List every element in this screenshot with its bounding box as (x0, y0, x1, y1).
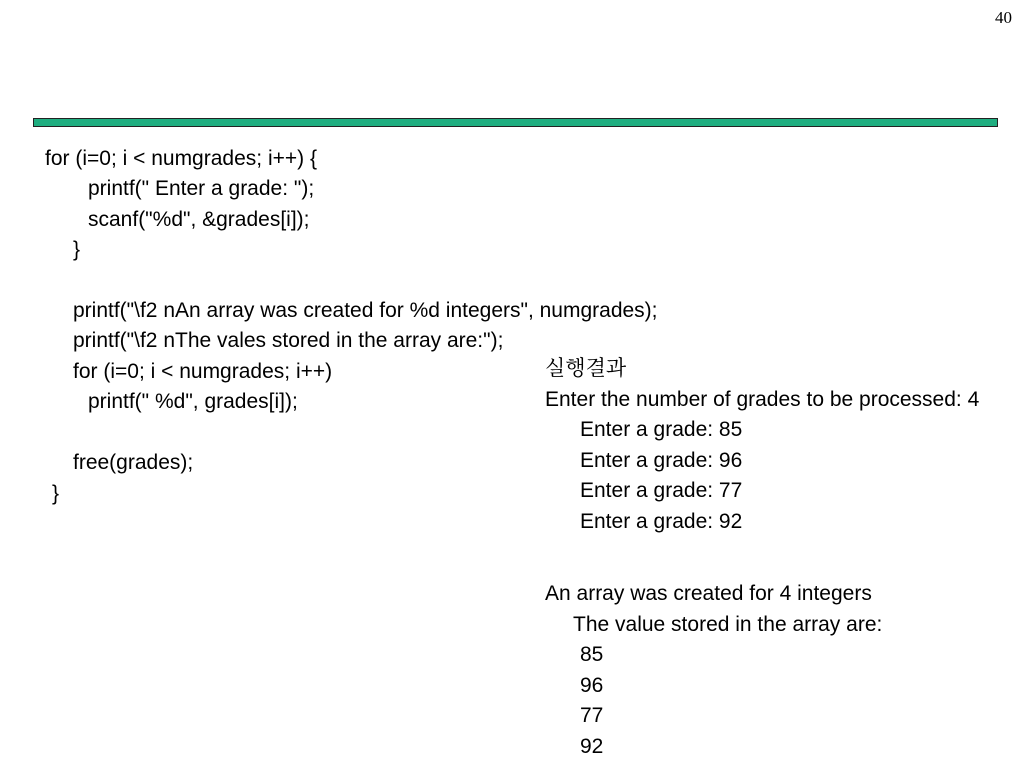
output-value: 77 (580, 704, 604, 727)
code-line: for (i=0; i < numgrades; i++) { (45, 147, 317, 170)
output-prompt: Enter the number of grades to be processed: 4 (545, 388, 980, 411)
code-line: printf(" Enter a grade: "); (88, 177, 315, 200)
output-grade-entry: Enter a grade: 92 (580, 510, 743, 533)
output-heading: 실행결과 (545, 357, 627, 380)
output-value: 96 (580, 674, 604, 697)
output-value: 85 (580, 643, 604, 666)
code-line: printf("\f2 nAn array was created for %d integers", numgrades); (73, 299, 658, 322)
output-array-created: An array was created for 4 integers (545, 582, 872, 605)
code-line: printf("\f2 nThe vales stored in the array are:"); (73, 329, 504, 352)
code-line: for (i=0; i < numgrades; i++) (73, 360, 333, 383)
output-grade-entry: Enter a grade: 85 (580, 418, 743, 441)
code-line: scanf("%d", &grades[i]); (88, 208, 310, 231)
output-value: 92 (580, 735, 604, 758)
output-grade-entry: Enter a grade: 77 (580, 479, 743, 502)
output-grade-entry: Enter a grade: 96 (580, 449, 743, 472)
output-values-header: The value stored in the array are: (573, 613, 883, 636)
page-number: 40 (995, 8, 1012, 27)
code-line: } (52, 482, 60, 505)
code-line: printf(" %d", grades[i]); (88, 390, 298, 413)
code-line: } (73, 238, 81, 261)
code-line: free(grades); (73, 451, 194, 474)
